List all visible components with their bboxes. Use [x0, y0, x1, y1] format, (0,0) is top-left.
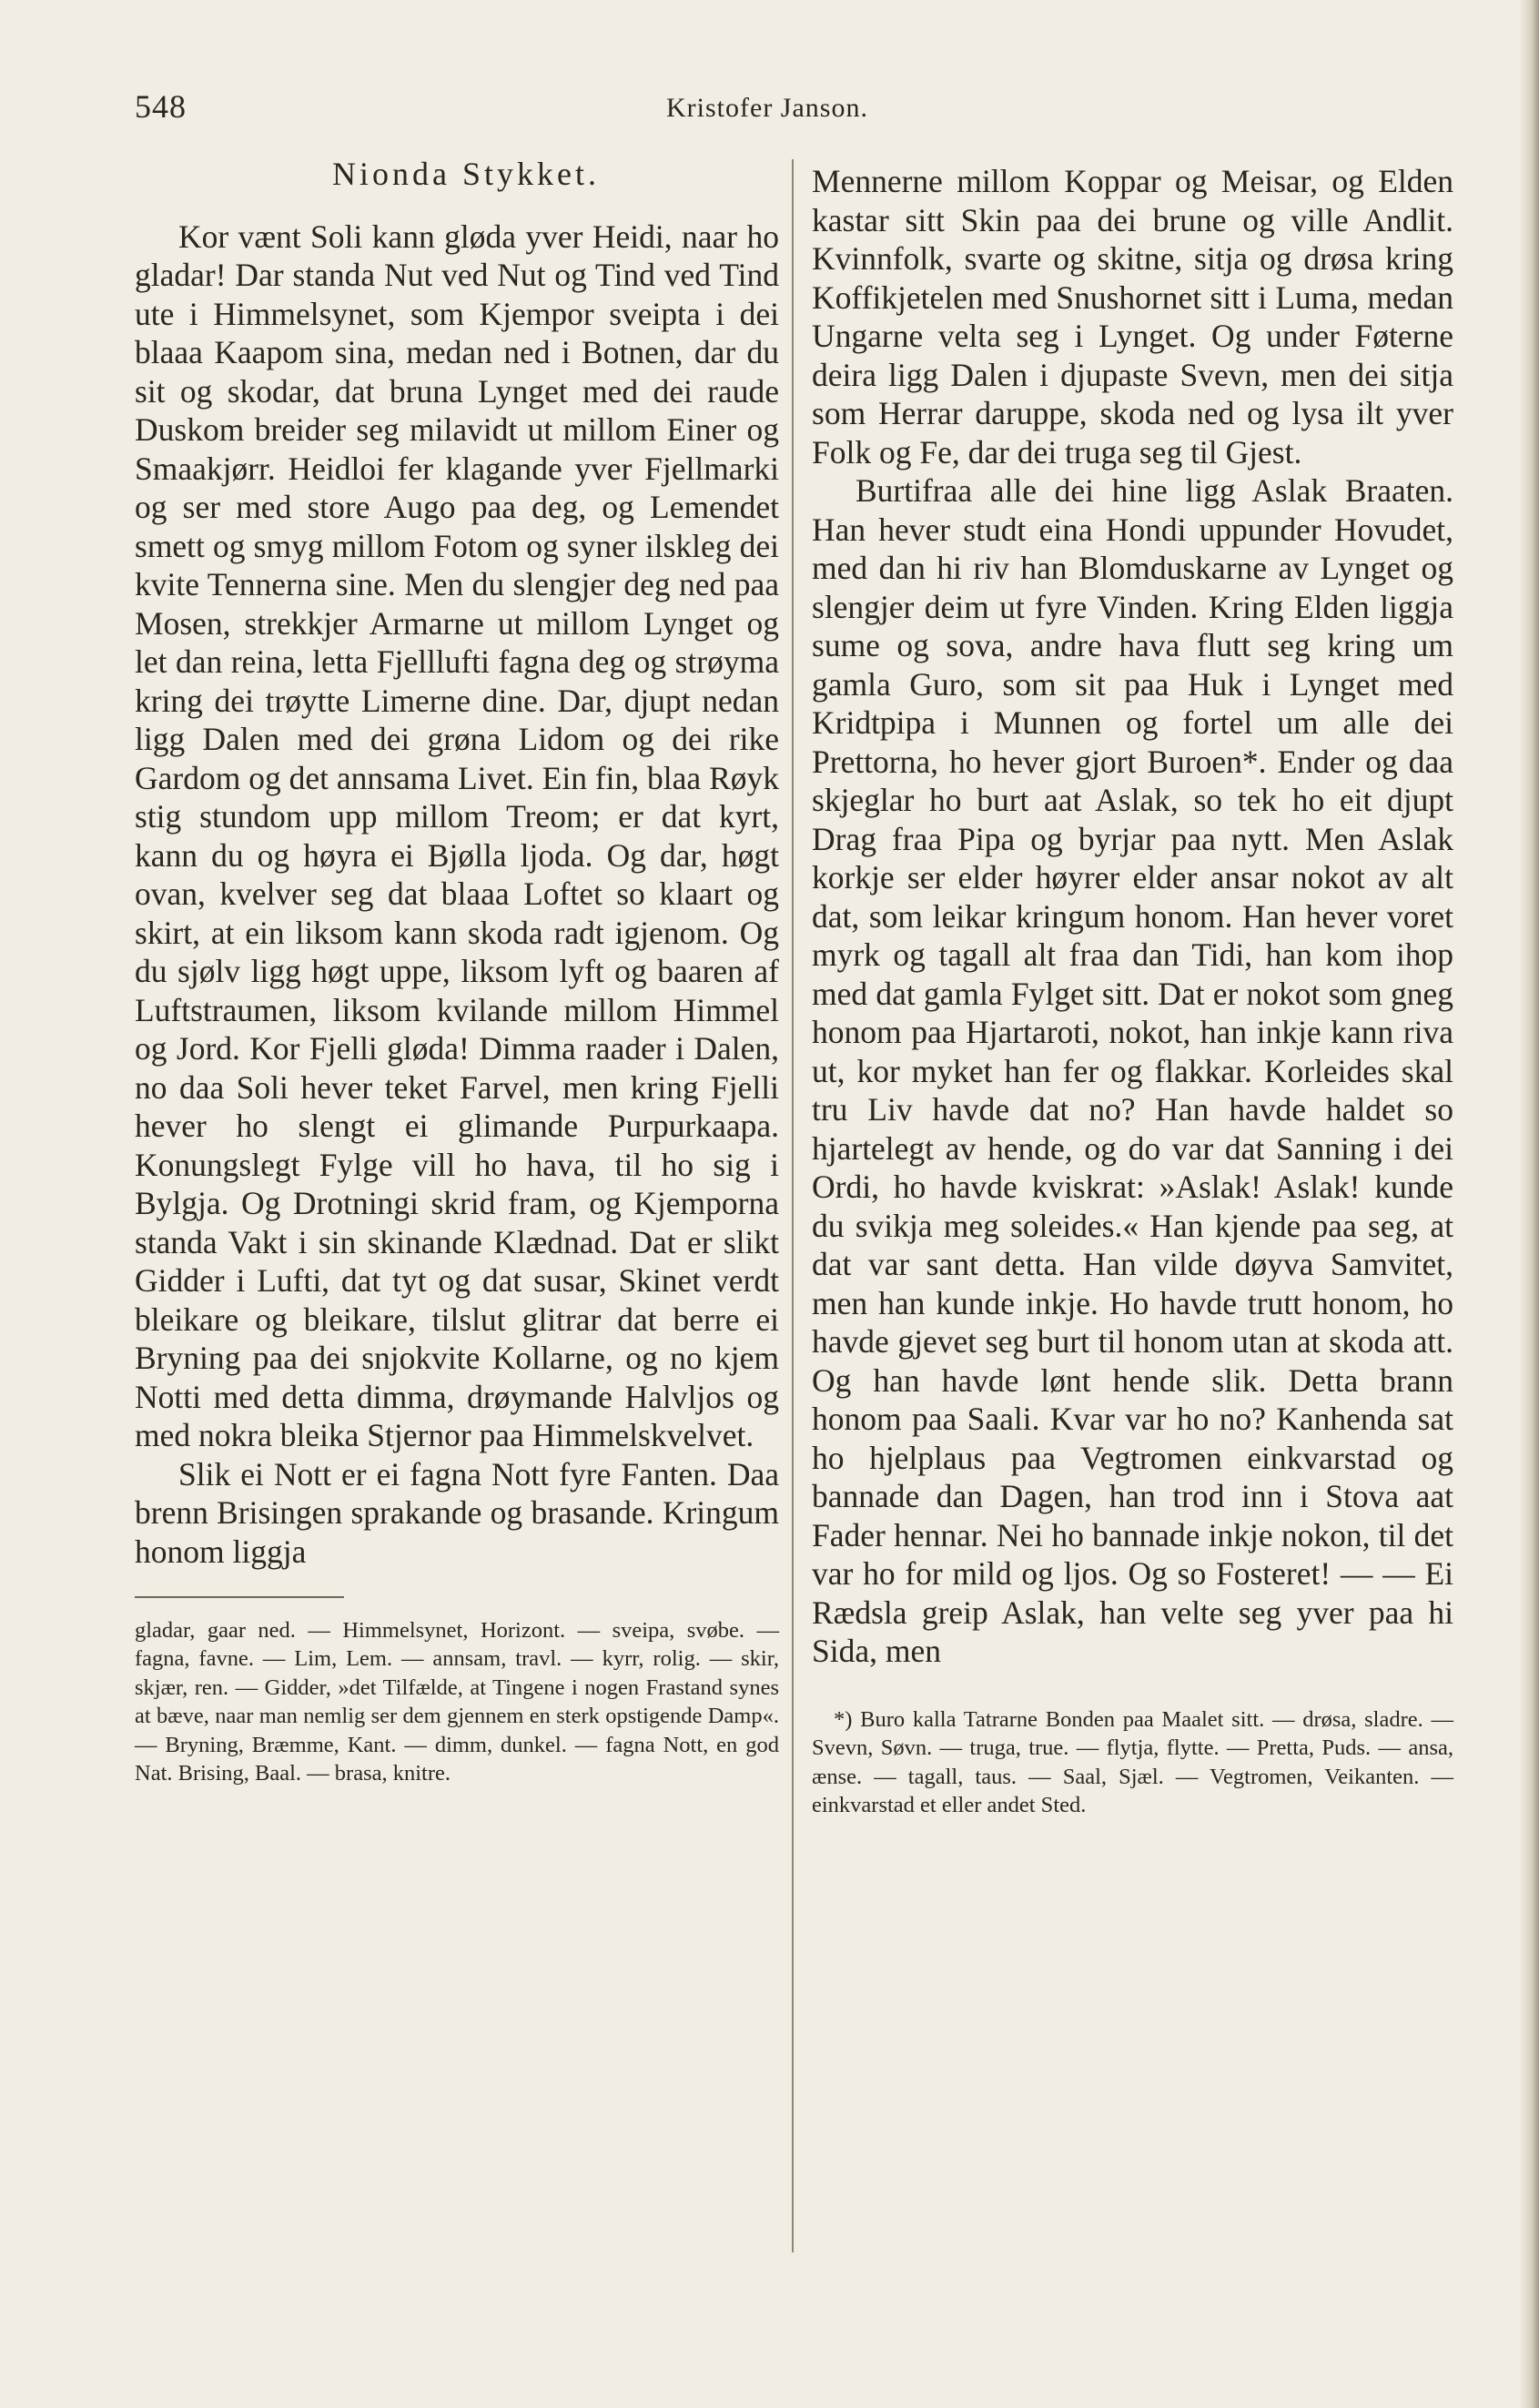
right-column [812, 162, 1453, 1820]
page-edge [1519, 0, 1539, 2408]
section-title: Nionda Stykket. [332, 156, 600, 192]
right-paragraph-1: Mennerne millom Koppar og Meisar, og Elden kastar sitt Skin paa dei brune og ville Andlit. Kvinnfolk, svarte og skitne, sitja og drøsa kring Koffikjetelen med Snushornet sitt i Luma, medan Ungarne velta seg i Lynget. Og under Føterne deira ligg Dalen i djupaste Svevn, men dei sitja som Herrar daruppe, skoda ned og lysa ilt yver Folk og Fe, dar dei truga seg til Gjest. [812, 163, 1453, 470]
right-footnote: *) Buro kalla Tatrarne Bonden paa Maalet sitt. — drøsa, sladre. — Svevn, Søvn. — truga, true. — flytja, flytte. — Pretta, Puds. — ansa, ænse. — tagall, taus. — Saal, Sjæl. — Vegtromen, Veikanten. — einkvarstad et eller andet Sted. [812, 1706, 1453, 1817]
running-title: Kristofer Janson. [666, 93, 868, 123]
left-column [135, 155, 779, 1788]
page-number: 548 [135, 88, 187, 125]
column-divider [792, 159, 794, 2252]
left-footnote: gladar, gaar ned. — Himmelsynet, Horizont. — sveipa, svøbe. — fagna, favne. — Lim, Lem. — annsam, travl. — kyrr, rolig. — skir, skjær, ren. — Gidder, »det Tilfælde, at Tingene i nogen Frastand synes at bæve, naar man nemlig ser dem gjennem en sterk opstigende Damp«. — Bryning, Bræmme, Kant. — dimm, dunkel. — fagna Nott, en god Nat. Brising, Baal. — brasa, knitre. [135, 1617, 779, 1786]
left-paragraph-2: Slik ei Nott er ei fagna Nott fyre Fanten. Daa brenn Brisingen sprakande og brasande. Kringum honom liggja [135, 1455, 779, 1570]
page-header [135, 87, 1400, 133]
left-paragraph-1: Kor vænt Soli kann gløda yver Heidi, naar ho gladar! Dar standa Nut ved Nut og Tind ved Tind ute i Himmelsynet, som Kjempor sveipta i dei blaaa Kaapom sina, medan ned i Botnen, dar du sit og skodar, dat bruna Lynget med dei raude Duskom breider seg milavidt ut millom Einer og Smaakjørr. Heidloi fer klagande yver Fjellmarki og ser med store Augo paa deg, og Lemendet smett og smyg millom Fotom og syner ilskleg dei kvite Tennerna sine. Men du slengjer deg ned paa Mosen, strekkjer Armarne ut millom Lynget og let dan reina, letta Fjelllufti fagna deg og strøyma kring dei trøytte Limerne dine. Dar, djupt nedan ligg Dalen med dei grøna Lidom og dei rike Gardom og det annsama Livet. Ein fin, blaa Røyk stig stundom upp millom Treom; er dat kyrt, kann du og høyra ei Bjølla ljoda. Og dar, høgt ovan, kvelver seg dat blaaa Loftet so klaart og skirt, at ein liksom kann skoda radt igjenom. Og du sjølv ligg høgt uppe, liksom lyft og baaren af Luftstraumen, liksom kvilande millom Himmel og Jord. Kor Fjelli gløda! Dimma raader i Dalen, no daa Soli hever teket Farvel, men kring Fjelli hever ho slengt ei glimande Purpurkaapa. Konungslegt Fylge vill ho hava, til ho sig i Bylgja. Og Drotningi skrid fram, og Kjemporna standa Vakt i sin skinande Klædnad. Dat er slikt Gidder i Lufti, dat tyt og dat susar, Skinet verdt bleikare og bleikare, tilslut glitrar dat berre ei Bryning paa dei snjokvite Kollarne, og no kjem Notti med detta dimma, drøymande Halvljos og med nokra bleika Stjernor paa Himmelskvelvet. [135, 218, 779, 1453]
footnote-rule [135, 1596, 344, 1598]
right-paragraph-2: Burtifraa alle dei hine ligg Aslak Braaten. Han hever studt eina Hondi uppunder Hovudet, med dan hi riv han Blomduskarne av Lynget og slengjer deim ut fyre Vinden. Kring Elden liggja sume og sova, andre hava flutt seg kring um gamla Guro, som sit paa Huk i Lynget med Kridtpipa i Munnen og fortel um alle dei Prettorna, ho hever gjort Buroen*. Ender og daa skjeglar ho burt aat Aslak, so tek ho eit djupt Drag fraa Pipa og byrjar paa nytt. Men Aslak korkje ser elder høyrer elder ansar nokot av alt dat, som leikar kringum honom. Han hever voret myrk og tagall alt fraa dan Tidi, han kom ihop med dat gamla Fylget sitt. Dat er nokot som gneg honom paa Hjartaroti, nokot, han inkje kann riva ut, kor myket han fer og flakkar. Korleides skal tru Liv havde dat no? Han havde haldet so hjartelegt av hende, og do var dat Sanning i dei Ordi, ho havde kviskrat: »Aslak! Aslak! kunde du svikja meg soleides.« Han kjende paa seg, at dat var sant detta. Han vilde døyva Samvitet, men han kunde inkje. Ho havde trutt honom, ho havde gjevet seg burt til honom utan at skoda att. Og han havde lønt hende slik. Detta brann honom paa Saali. Kvar var ho no? Kanhenda sat ho hjelplaus paa Vegtromen einkvarstad og bannade dan Dagen, han trod inn i Stova aat Fader hennar. Nei ho bannade inkje nokon, til det var ho for mild og ljos. Og so Fosteret! — — Ei Rædsla greip Aslak, han velte seg yver paa hi Sida, men [812, 472, 1453, 1669]
